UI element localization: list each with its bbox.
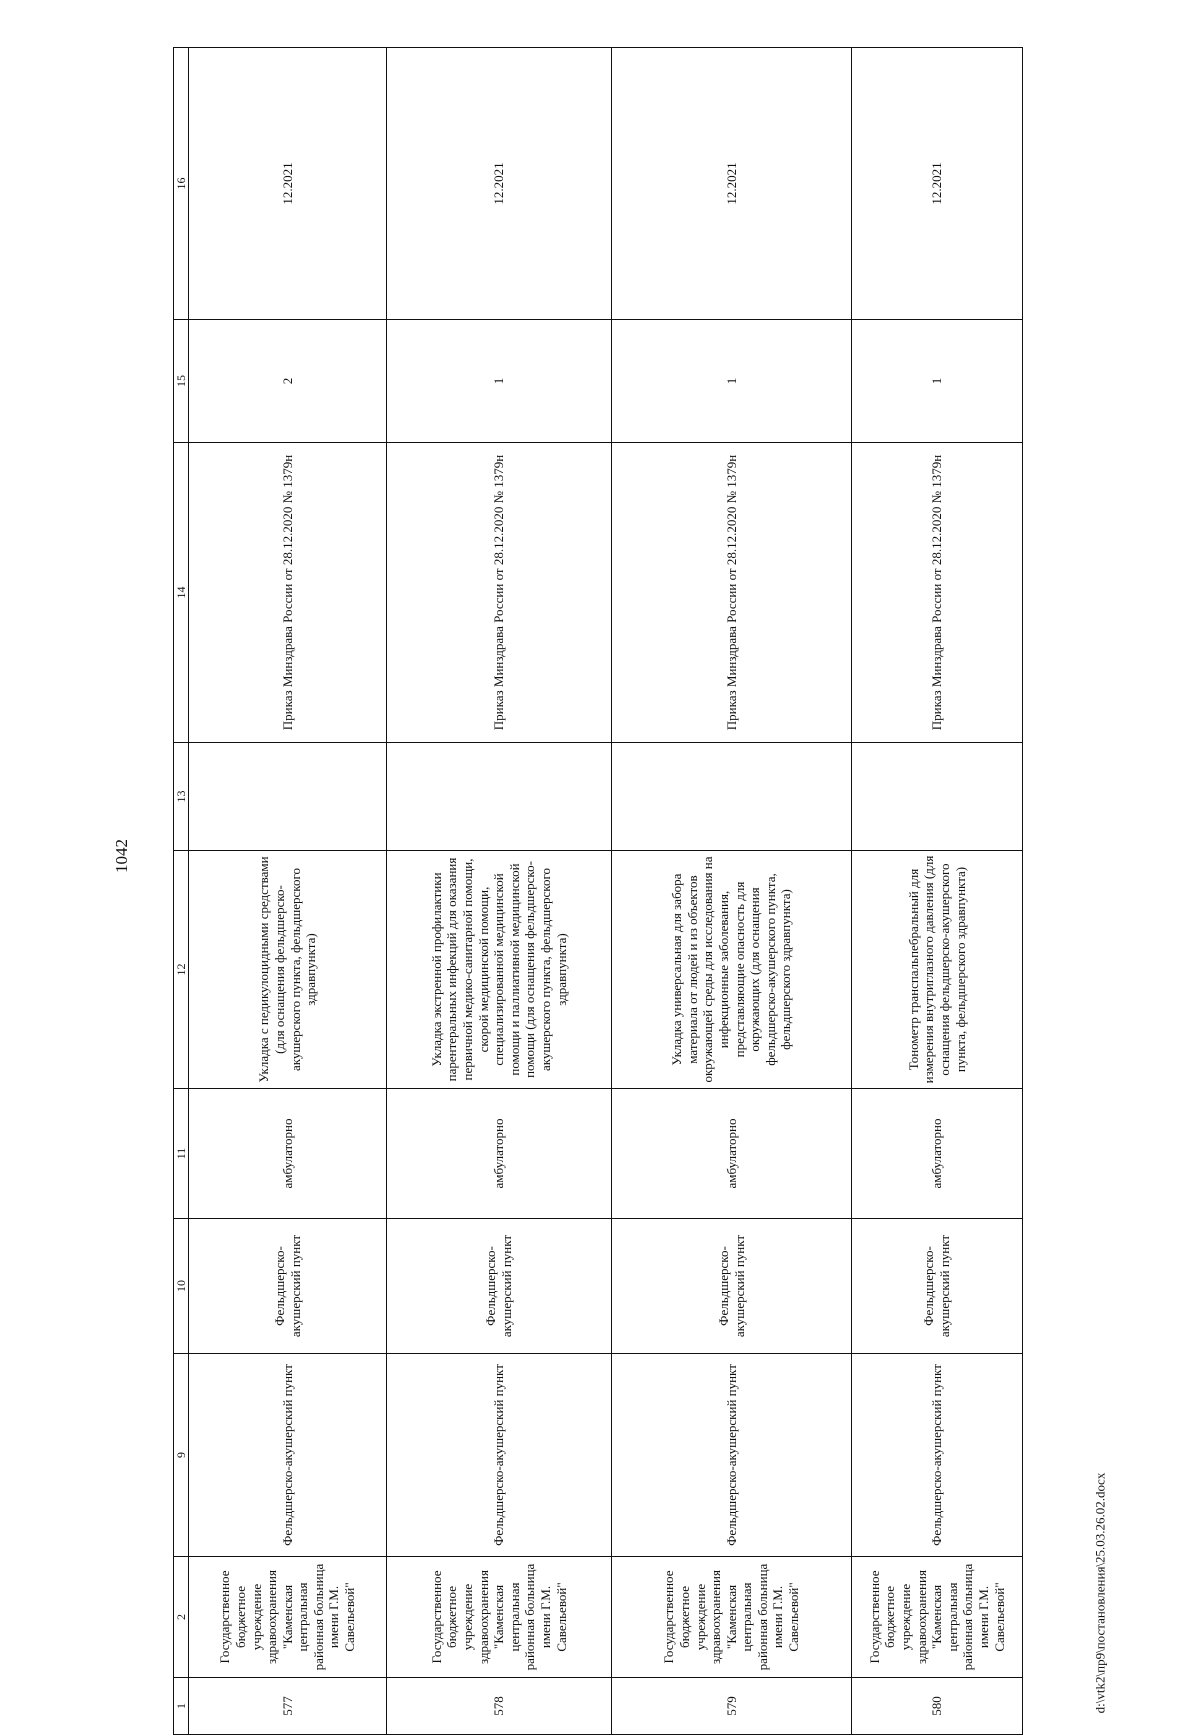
- table-row: [612, 48, 852, 1735]
- due-date: 12.2021: [189, 48, 387, 320]
- column-13-value: [852, 743, 1023, 851]
- quantity: 1: [852, 320, 1023, 443]
- column-number: 16: [174, 48, 189, 320]
- column-number: 10: [174, 1219, 189, 1354]
- row-number: 578: [387, 1678, 612, 1735]
- subdivision: Фельдшерско-акушерский пункт: [612, 1219, 852, 1354]
- due-date: 12.2021: [387, 48, 612, 320]
- row-number: 580: [852, 1678, 1023, 1735]
- subdivision: Фельдшерско-акушерский пункт: [189, 1219, 387, 1354]
- column-number: 11: [174, 1089, 189, 1219]
- structural-unit: Фельдшерско-акушерский пункт: [387, 1354, 612, 1557]
- column-13-value: [612, 743, 852, 851]
- equipment-table: [173, 47, 1023, 1735]
- regulation-order: Приказ Минздрава России от 28.12.2020 № 1379н: [852, 443, 1023, 743]
- equipment-name: Укладка универсальная для забора материала от людей и из объектов окружающей среды для исследования на инфекционные заболевания, представляющие опасность для окружающих (для оснащения фельдшерско-акушерского пункта, фельдшерского здравпункта): [612, 851, 852, 1089]
- care-conditions: амбулаторно: [387, 1089, 612, 1219]
- table-row: [852, 48, 1023, 1735]
- due-date: 12.2021: [852, 48, 1023, 320]
- rotated-table-sheet: [173, 48, 1021, 1735]
- equipment-name: Тонометр транспальпебральный для измерения внутриглазного давления (для оснащения фельдшерско-акушерского пункта, фельдшерского здравпункта): [852, 851, 1023, 1089]
- column-number: 12: [174, 851, 189, 1089]
- institution-name: Государственное бюджетное учреждение здравоохранения "Каменская центральная районная больница имени Г.М. Савельевой": [612, 1557, 852, 1678]
- institution-name: Государственное бюджетное учреждение здравоохранения "Каменская центральная районная больница имени Г.М. Савельевой": [387, 1557, 612, 1678]
- structural-unit: Фельдшерско-акушерский пункт: [189, 1354, 387, 1557]
- row-number: 577: [189, 1678, 387, 1735]
- column-13-value: [387, 743, 612, 851]
- equipment-name: Укладка экстренной профилактики парентеральных инфекций для оказания первичной медико-санитарной помощи, скорой медицинской помощи, специализированной медицинской помощи и паллиативной медицинской помощи (для оснащения фельдшерско-акушерского пункта, фельдшерского здравпункта): [387, 851, 612, 1089]
- quantity: 1: [387, 320, 612, 443]
- subdivision: Фельдшерско-акушерский пункт: [387, 1219, 612, 1354]
- regulation-order: Приказ Минздрава России от 28.12.2020 № 1379н: [189, 443, 387, 743]
- row-number: 579: [612, 1678, 852, 1735]
- column-number: 9: [174, 1354, 189, 1557]
- quantity: 1: [612, 320, 852, 443]
- structural-unit: Фельдшерско-акушерский пункт: [612, 1354, 852, 1557]
- regulation-order: Приказ Минздрава России от 28.12.2020 № 1379н: [612, 443, 852, 743]
- structural-unit: Фельдшерско-акушерский пункт: [852, 1354, 1023, 1557]
- column-number: 1: [174, 1678, 189, 1735]
- care-conditions: амбулаторно: [612, 1089, 852, 1219]
- column-number: 15: [174, 320, 189, 443]
- table-row: [387, 48, 612, 1735]
- column-number: 2: [174, 1557, 189, 1678]
- footer-file-path-text: d:\vtk2\пр9\постановления\25.03.26.02.docx: [1092, 1472, 1108, 1714]
- column-number-row: [174, 48, 189, 1735]
- care-conditions: амбулаторно: [852, 1089, 1023, 1219]
- equipment-name: Укладка с педикулоцидными средствами (для оснащения фельдшерско-акушерского пункта, фельдшерского здравпункта): [189, 851, 387, 1089]
- care-conditions: амбулаторно: [189, 1089, 387, 1219]
- quantity: 2: [189, 320, 387, 443]
- footer-file-path: [1087, 1472, 1113, 1714]
- institution-name: Государственное бюджетное учреждение здравоохранения "Каменская центральная районная больница имени Г.М. Савельевой": [189, 1557, 387, 1678]
- page-number: 1042: [112, 839, 131, 873]
- table-row: [189, 48, 387, 1735]
- column-number: 14: [174, 443, 189, 743]
- institution-name: Государственное бюджетное учреждение здравоохранения "Каменская центральная районная больница имени Г.М. Савельевой": [852, 1557, 1023, 1678]
- due-date: 12.2021: [612, 48, 852, 320]
- column-number: 13: [174, 743, 189, 851]
- regulation-order: Приказ Минздрава России от 28.12.2020 № 1379н: [387, 443, 612, 743]
- column-13-value: [189, 743, 387, 851]
- subdivision: Фельдшерско-акушерский пункт: [852, 1219, 1023, 1354]
